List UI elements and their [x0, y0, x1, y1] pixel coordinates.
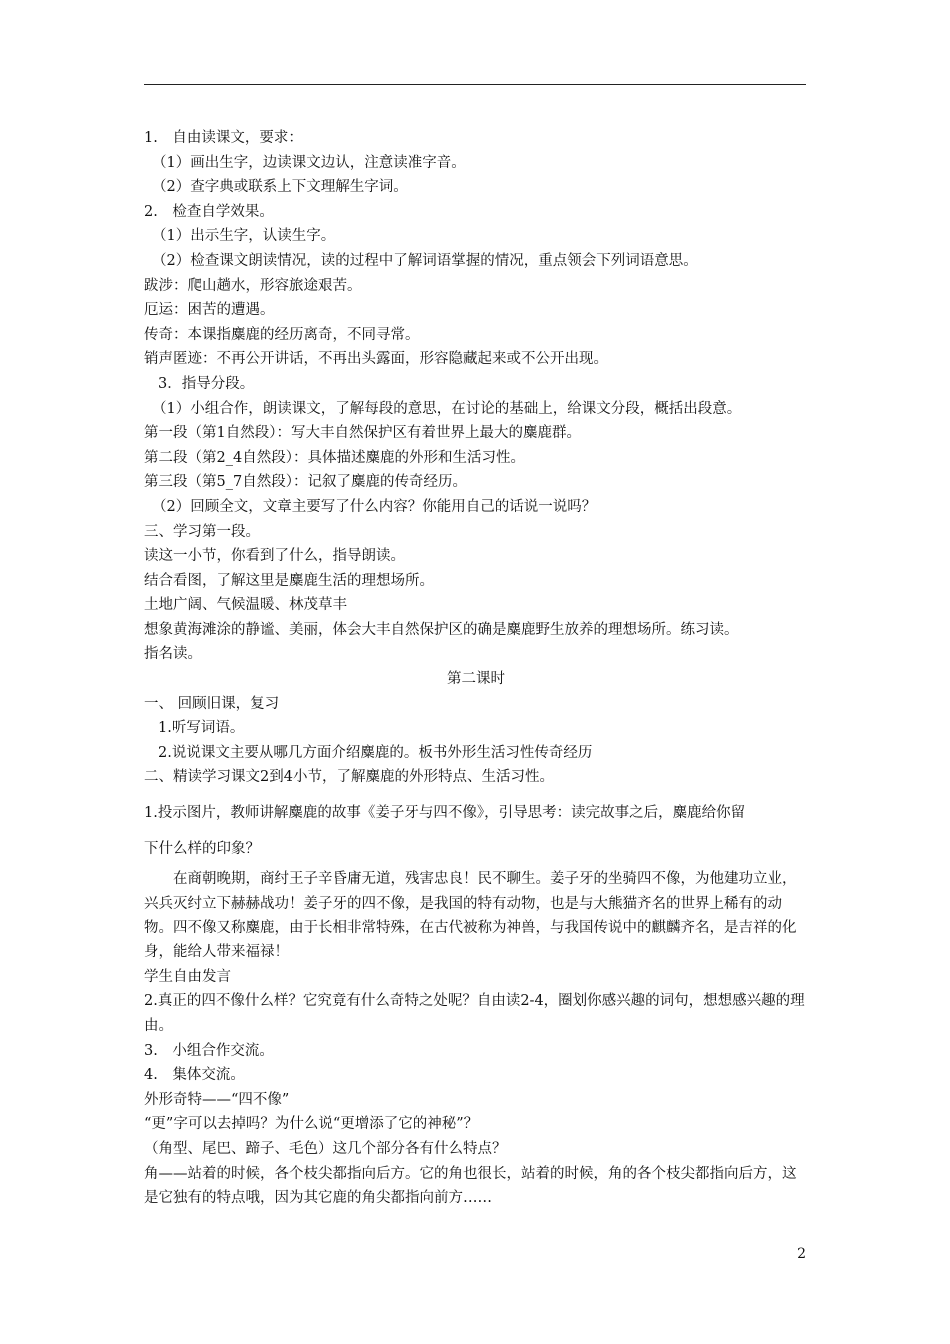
- review-item-1: 1.听写词语。: [158, 720, 245, 737]
- step-3-item-2: （2）回顾全文，文章主要写了什么内容？你能用自己的话说一说吗？: [152, 498, 597, 515]
- review-heading: 一、 回顾旧课，复习: [144, 695, 280, 712]
- header-rule: [144, 84, 806, 85]
- vocab-xiaoshengniji: 销声匿迹：不再公开讲话，不再出头露面，形容隐藏起来或不公开出现。: [144, 351, 608, 368]
- step-2-item-2: （2）检查课文朗读情况，读的过程中了解词语掌握的情况，重点领会下列词语意思。: [152, 252, 698, 269]
- step-2-heading: 2. 检查自学效果。: [144, 203, 274, 220]
- section-2-summary: 第二段（第2_4自然段）：具体描述麋鹿的外形和生活习性。: [144, 449, 525, 466]
- antler-paragraph: 角——站着的时候，各个枝尖都指向后方。它的角也很长，站着的时候，角的各个枝尖都指向后方，这是它独有的特点哦，因为其它鹿的角尖都指向前方……: [144, 1165, 797, 1207]
- review-item-2: 2.说说课文主要从哪几方面介绍麋鹿的。板书外形生活习性传奇经历: [158, 744, 593, 761]
- part-3-heading: 三、学习第一段。: [144, 523, 260, 540]
- activity-2-paragraph: 2.真正的四不像什么样？它究竟有什么奇特之处呢？自由读2-4，圈划你感兴趣的词句，想想感兴趣的理由。: [144, 993, 805, 1035]
- text-line: “更”字可以去掉吗？为什么说“更增添了它的神秘”？: [144, 1116, 479, 1133]
- text-line: 指名读。: [144, 646, 202, 663]
- part-2-heading: 二、精读学习课文2到4小节，了解麋鹿的外形特点、生活习性。: [144, 769, 554, 786]
- lesson-2-title: 第二课时: [447, 671, 505, 688]
- step-1-item-1: （1）画出生字，边读课文边认，注意读准字音。: [152, 154, 466, 171]
- text-line: 想象黄海滩涂的静谧、美丽，体会大丰自然保护区的确是麋鹿野生放养的理想场所。练习读。: [144, 621, 739, 638]
- text-line: 外形奇特——“四不像”: [144, 1091, 290, 1108]
- step-2-item-1: （1）出示生字，认读生字。: [152, 228, 336, 245]
- activity-1-line-2: 下什么样的印象？: [144, 840, 260, 857]
- activity-4-heading: 4. 集体交流。: [144, 1067, 245, 1084]
- text-line: 土地广阔、气候温暖、林茂草丰: [144, 597, 347, 614]
- step-3-heading: 3．指导分段。: [158, 375, 255, 392]
- vocab-chuanqi: 传奇：本课指麋鹿的经历离奇，不同寻常。: [144, 326, 420, 343]
- step-3-item-1: （1）小组合作，朗读课文，了解每段的意思，在讨论的基础上，给课文分段，概括出段意。: [152, 400, 742, 417]
- document-body: [144, 126, 808, 1211]
- text-line: 读这一小节，你看到了什么，指导朗读。: [144, 548, 405, 565]
- text-line: 结合看图，了解这里是麋鹿生活的理想场所。: [144, 572, 434, 589]
- page-number: 2: [797, 1246, 806, 1262]
- vocab-bashe: 跋涉：爬山趟水，形容旅途艰苦。: [144, 277, 362, 294]
- section-3-summary: 第三段（第5_7自然段）：记叙了麋鹿的传奇经历。: [144, 474, 467, 491]
- story-paragraph: 在商朝晚期，商纣王子辛昏庸无道，残害忠良！民不聊生。姜子牙的坐骑四不像，为他建功立业，兴兵灭纣立下赫赫战功！姜子牙的四不像，是我国的特有动物，也是与大熊猫齐名的世界上稀有的动物。四不像又称麋鹿，由于长相非常特殊，在古代被称为神兽，与我国传说中的麒麟齐名，是吉祥的化身，能给人带来福禄！: [144, 871, 797, 961]
- activity-1-line-1: 1.投示图片，教师讲解麋鹿的故事《姜子牙与四不像》，引导思考：读完故事之后，麋鹿给你留: [144, 805, 746, 822]
- step-1-heading: 1. 自由读课文，要求：: [144, 130, 303, 146]
- text-line: （角型、尾巴、蹄子、毛色）这几个部分各有什么特点？: [144, 1141, 507, 1157]
- step-1-item-2: （2）查字典或联系上下文理解生字词。: [152, 179, 408, 196]
- vocab-eyun: 厄运：困苦的遭遇。: [144, 302, 275, 319]
- text-line: 学生自由发言: [144, 968, 231, 985]
- activity-3-heading: 3. 小组合作交流。: [144, 1042, 274, 1059]
- section-1-summary: 第一段（第1自然段）：写大丰自然保护区有着世界上最大的麋鹿群。: [144, 425, 581, 442]
